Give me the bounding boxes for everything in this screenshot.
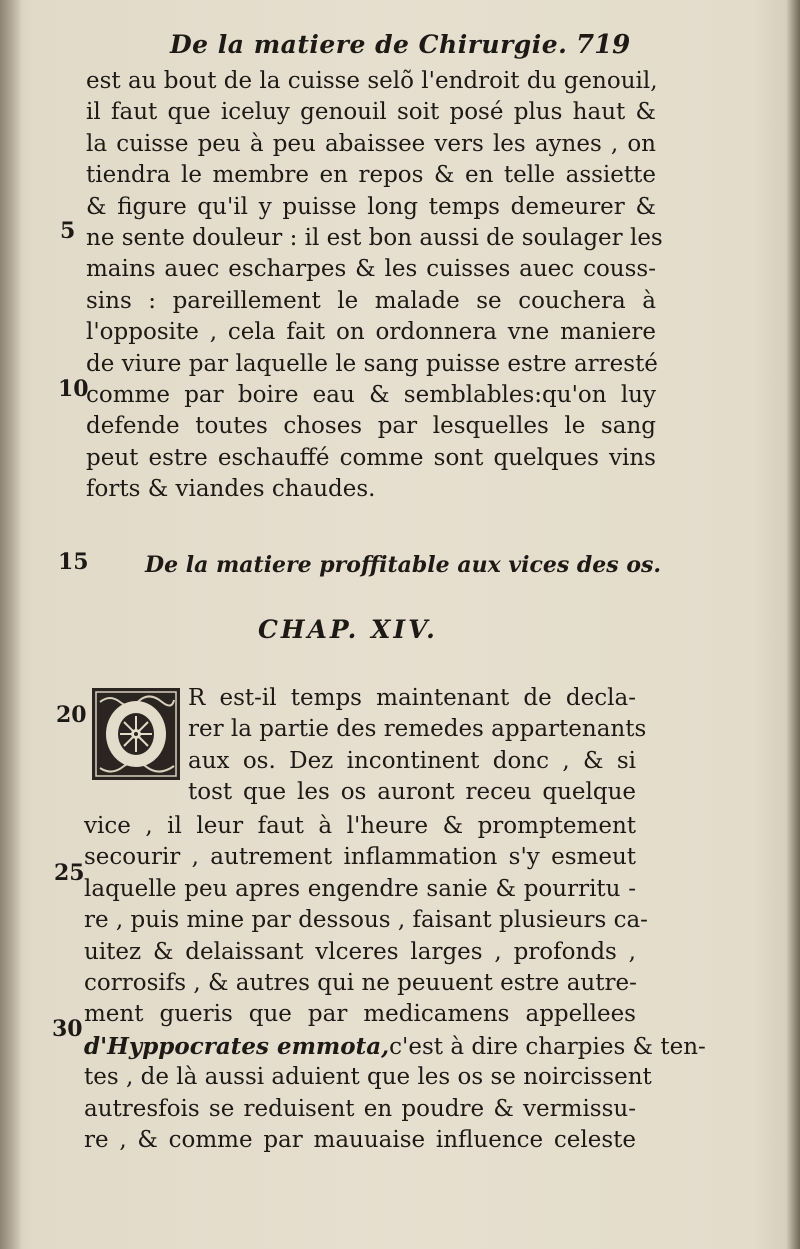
text-line: l'opposite , cela fait on ordonnera vne maniere [86, 319, 656, 346]
text-line: corrosifs , & autres qui ne peuuent estre autre- [84, 969, 637, 996]
text-line: R est-il temps maintenant de decla- [188, 685, 636, 711]
text-line: aux os. Dez incontinent donc , & si [188, 747, 636, 774]
margin-line-number: 30 [52, 1016, 83, 1042]
text-line: sins : pareillement le malade se couchera à [86, 287, 656, 314]
section-heading: De la matiere proffitable aux vices des os. [145, 552, 662, 578]
text-line: comme par boire eau & semblables:qu'on luy [86, 381, 656, 408]
text-line: autresfois se reduisent en poudre & vermissu- [84, 1095, 636, 1122]
text-line: secourir , autrement inflammation s'y esmeut [84, 844, 636, 871]
text-line: ne sente douleur : il est bon aussi de soulager les [86, 224, 663, 251]
decorated-initial-o-icon [90, 686, 182, 782]
text-line: de viure par laquelle le sang puisse estre arresté [86, 350, 658, 377]
margin-line-number: 25 [54, 860, 85, 886]
text-line: re , puis mine par dessous , faisant plusieurs ca- [84, 907, 648, 934]
margin-line-number: 10 [58, 376, 89, 402]
text-line: la cuisse peu à peu abaissee vers les aynes , on [86, 130, 656, 157]
chapter-title: CHAP. XIV. [258, 615, 438, 644]
running-head: De la matiere de Chirurgie. [170, 30, 568, 59]
text-line: mains auec escharpes & les cuisses auec couss- [86, 256, 656, 283]
text-line: re , & comme par mauuaise influence celeste [84, 1126, 636, 1153]
text-line-with-italic [84, 1031, 706, 1062]
text-line: peut estre eschauffé comme sont quelques vins [86, 444, 656, 471]
page-number: 719 [576, 30, 631, 60]
paragraph-1 [86, 66, 663, 505]
text-line: ment gueris que par medicamens appellees [84, 1001, 636, 1028]
text-line: defende toutes choses par lesquelles le sang [86, 413, 656, 440]
text-line: est au bout de la cuisse selõ l'endroit du genouil, [86, 68, 658, 94]
text-line: tost que les os auront receu quelque [188, 779, 636, 806]
margin-line-number: 15 [58, 549, 89, 575]
page-spine-shadow [0, 0, 22, 1249]
text-line: tiendra le membre en repos & en telle assiette [86, 162, 656, 189]
text-line: il faut que iceluy genouil soit posé plus haut & [86, 99, 656, 126]
text-line: forts & viandes chaudes. [86, 476, 376, 503]
text-line: rer la partie des remedes appartenants [188, 716, 647, 743]
text-line: uitez & delaissant vlceres larges , profonds , [84, 938, 636, 965]
text-line: vice , il leur faut à l'heure & promptement [84, 813, 636, 839]
text-line: tes , de là aussi aduient que les os se noircissent [84, 1064, 652, 1091]
paragraph-2 [84, 811, 706, 1156]
page-edge-shadow [786, 0, 800, 1249]
italic-term: d'Hyppocrates emmota, [84, 1032, 390, 1060]
text-line-rest: c'est à dire charpies & ten- [389, 1033, 706, 1060]
margin-line-number: 5 [60, 218, 76, 244]
paragraph-2-indented [188, 683, 647, 809]
text-line: laquelle peu apres engendre sanie & pourritu - [84, 875, 636, 902]
margin-line-number: 20 [56, 702, 87, 728]
text-line: & figure qu'il y puisse long temps demeurer & [86, 193, 656, 220]
